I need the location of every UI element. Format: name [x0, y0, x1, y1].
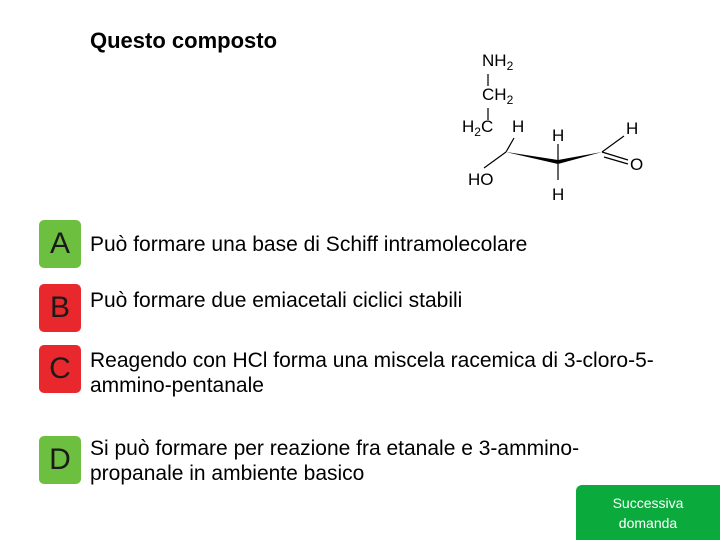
question-title: Questo composto [90, 28, 278, 53]
molecule-structure [440, 40, 660, 210]
ch2-label: $CH_2$ [482, 85, 514, 107]
bond-c-o-1 [602, 152, 628, 160]
option-a-badge[interactable]: A [39, 220, 81, 268]
h-aldehyde-label: H [626, 119, 639, 138]
hydroxyl-label: HO [468, 170, 494, 189]
h-bottom-label: H [552, 185, 565, 204]
next-question-label: Successiva domanda [612, 494, 684, 531]
oxygen-label: O [630, 155, 644, 174]
option-a-text[interactable]: Può formare una base di Schiff intramolecolare [90, 233, 528, 256]
bond-cho-h [602, 136, 624, 152]
option-c-text[interactable]: Reagendo con HCl forma una miscela racemica di 3-cloro-5-ammino-pentanale [90, 349, 654, 397]
wedge-bond-2 [558, 152, 602, 164]
bond-c-o-2 [604, 157, 628, 164]
option-d-badge[interactable]: D [39, 436, 81, 484]
h-top-left-label: H [512, 117, 525, 136]
option-b-badge[interactable]: B [39, 284, 81, 332]
bond-c-ho [484, 152, 506, 168]
wedge-bond-1 [506, 152, 558, 164]
h2c-label: $H_2C$ [462, 117, 494, 139]
option-b-text[interactable]: Può formare due emiacetali ciclici stabili [90, 289, 463, 312]
option-c-badge[interactable]: C [39, 345, 81, 393]
h-top-mid-label: H [552, 126, 565, 145]
bond-c-h-top [506, 138, 514, 152]
option-d-text[interactable]: Si può formare per reazione fra etanale e 3-ammino-propanale in ambiente basico [90, 437, 580, 485]
next-question-button[interactable] [576, 485, 720, 540]
nh2-label: $NH_2$ [482, 51, 514, 73]
